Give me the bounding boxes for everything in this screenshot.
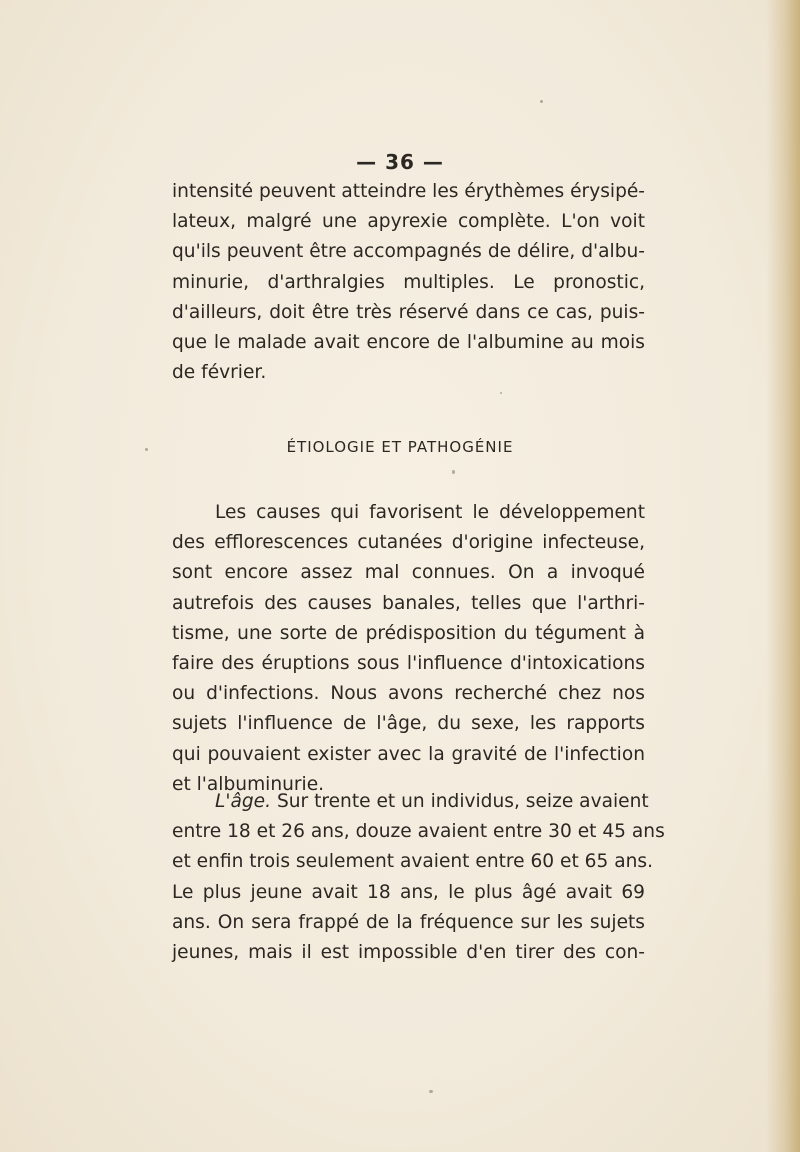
text-line: ans. On sera frappé de la fréquence sur les sujets [172, 911, 645, 933]
text-line: sont encore assez mal connues. On a invoqué [172, 562, 645, 584]
age-line-rest: Sur trente et un individus, seize avaient [271, 791, 649, 812]
text-line: autrefois des causes banales, telles que l'arthri- [172, 592, 645, 614]
text-line: Le plus jeune avait 18 ans, le plus âgé avait 69 [172, 881, 645, 903]
text-line: d'ailleurs, doit être très réservé dans ce cas, puis- [172, 301, 645, 323]
text-line: de février. [172, 362, 267, 384]
text-line: Les causes qui favorisent le développement [215, 502, 645, 523]
paragraph-pronostic [172, 177, 645, 388]
text-line: intensité peuvent atteindre les érythèmes érysipé- [172, 181, 646, 202]
text-line: qu'ils peuvent être accompagnés de délire, d'albu- [172, 241, 645, 263]
text-line: que le malade avait encore de l'albumine au mois [172, 331, 645, 353]
age-lead: L'âge. [215, 791, 272, 812]
page-number: — 36 — [356, 150, 444, 174]
text-line: faire des éruptions sous l'influence d'intoxications [172, 652, 645, 674]
text-line: tisme, une sorte de prédisposition du tégument à [172, 622, 645, 644]
paper-speck [540, 100, 543, 103]
text-line: entre 18 et 26 ans, douze avaient entre 30 et 45 ans [172, 821, 665, 843]
text-line: ou d'infections. Nous avons recherché chez nos [172, 683, 645, 705]
text-line: et l'albuminurie. [172, 773, 325, 795]
text-line: des efflorescences cutanées d'origine infecteuse, [172, 532, 645, 554]
text-line: et enfin trois seulement avaient entre 60 et 65 ans. [172, 851, 654, 873]
text-line: sujets l'influence de l'âge, du sexe, les rapports [172, 713, 645, 735]
paper-speck [429, 1090, 433, 1093]
text-line: qui pouvaient exister avec la gravité de l'infection [172, 743, 645, 765]
text-line: lateux, malgré une apyrexie complète. L'on voit [172, 211, 645, 233]
paragraph-age [172, 787, 665, 968]
paper-speck [500, 392, 502, 394]
paper-speck [452, 470, 455, 474]
text-line: minurie, d'arthralgies multiples. Le pronostic, [172, 271, 645, 293]
text-line: jeunes, mais il est impossible d'en tirer des con- [172, 941, 645, 963]
section-heading: ÉTIOLOGIE ET PATHOGÉNIE [286, 438, 514, 456]
text-line [172, 787, 649, 817]
paper-speck [145, 448, 148, 451]
paragraph-causes [172, 498, 645, 800]
